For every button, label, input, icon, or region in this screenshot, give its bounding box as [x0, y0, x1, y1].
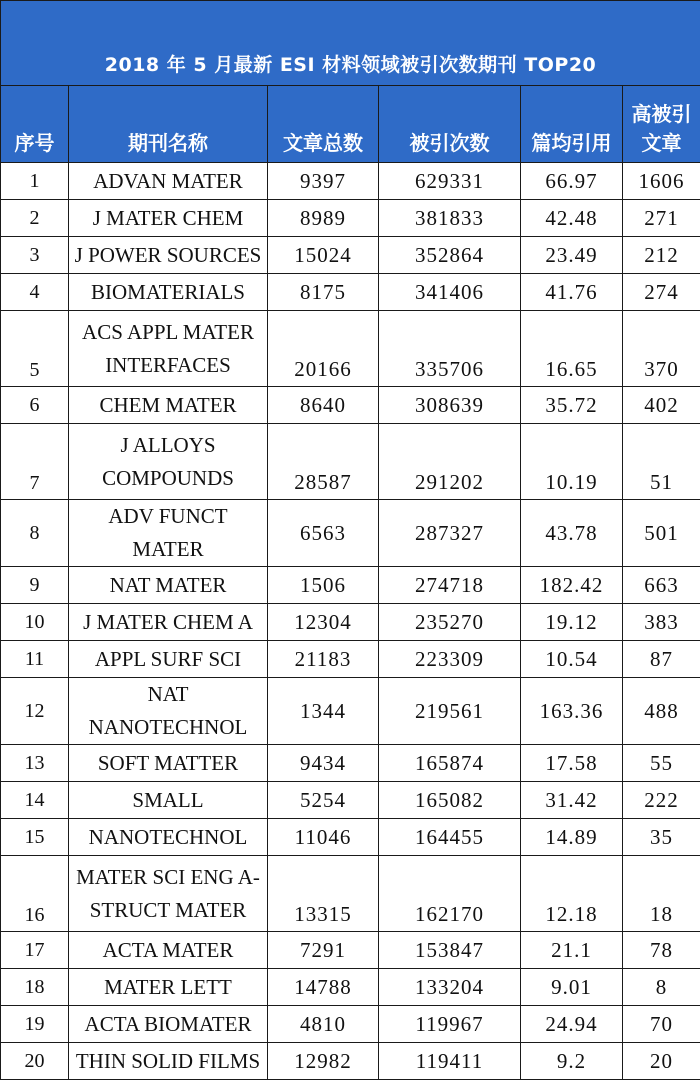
cell-journal: NAT NANOTECHNOL — [69, 678, 268, 745]
cell-highly-cited: 274 — [623, 274, 700, 311]
cell-highly-cited: 501 — [623, 500, 700, 567]
cell-total-articles: 8989 — [268, 200, 379, 237]
cell-journal: ACTA BIOMATER — [69, 1006, 268, 1043]
cell-citations: 335706 — [379, 311, 521, 387]
cell-total-articles: 4810 — [268, 1006, 379, 1043]
cell-total-articles: 9434 — [268, 745, 379, 782]
cell-journal: CHEM MATER — [69, 387, 268, 424]
cell-rank: 10 — [1, 604, 69, 641]
table-row — [1, 641, 700, 678]
table-row — [1, 200, 700, 237]
table-row — [1, 311, 700, 387]
cell-journal: SOFT MATTER — [69, 745, 268, 782]
table-row — [1, 604, 700, 641]
header-highly-cited-line2: 文章 — [623, 129, 700, 158]
cell-citations: 219561 — [379, 678, 521, 745]
cell-rank: 18 — [1, 969, 69, 1006]
cell-journal: J ALLOYS COMPOUNDS — [69, 424, 268, 500]
cell-highly-cited: 78 — [623, 932, 700, 969]
cell-rank: 16 — [1, 856, 69, 932]
cell-journal: MATER SCI ENG A-STRUCT MATER — [69, 856, 268, 932]
cell-total-articles: 14788 — [268, 969, 379, 1006]
cell-total-articles: 9397 — [268, 163, 379, 200]
cell-citations: 119967 — [379, 1006, 521, 1043]
cell-avg-citations: 12.18 — [521, 856, 623, 932]
cell-journal: J MATER CHEM — [69, 200, 268, 237]
cell-rank: 13 — [1, 745, 69, 782]
cell-total-articles: 8640 — [268, 387, 379, 424]
cell-journal: ACS APPL MATER INTERFACES — [69, 311, 268, 387]
table-row — [1, 745, 700, 782]
cell-avg-citations: 24.94 — [521, 1006, 623, 1043]
cell-avg-citations: 35.72 — [521, 387, 623, 424]
cell-rank: 19 — [1, 1006, 69, 1043]
cell-rank: 8 — [1, 500, 69, 567]
cell-total-articles: 6563 — [268, 500, 379, 567]
cell-avg-citations: 9.2 — [521, 1043, 623, 1080]
cell-avg-citations: 14.89 — [521, 819, 623, 856]
cell-highly-cited: 271 — [623, 200, 700, 237]
cell-citations: 308639 — [379, 387, 521, 424]
cell-citations: 291202 — [379, 424, 521, 500]
cell-highly-cited: 402 — [623, 387, 700, 424]
header-rank: 序号 — [1, 86, 69, 163]
header-journal: 期刊名称 — [69, 86, 268, 163]
cell-avg-citations: 10.19 — [521, 424, 623, 500]
cell-rank: 11 — [1, 641, 69, 678]
cell-highly-cited: 488 — [623, 678, 700, 745]
cell-journal: THIN SOLID FILMS — [69, 1043, 268, 1080]
cell-total-articles: 15024 — [268, 237, 379, 274]
cell-avg-citations: 17.58 — [521, 745, 623, 782]
cell-journal: SMALL — [69, 782, 268, 819]
cell-citations: 352864 — [379, 237, 521, 274]
cell-rank: 9 — [1, 567, 69, 604]
cell-citations: 235270 — [379, 604, 521, 641]
cell-highly-cited: 383 — [623, 604, 700, 641]
cell-total-articles: 13315 — [268, 856, 379, 932]
cell-citations: 153847 — [379, 932, 521, 969]
table-row — [1, 1006, 700, 1043]
cell-journal: J POWER SOURCES — [69, 237, 268, 274]
cell-avg-citations: 19.12 — [521, 604, 623, 641]
cell-rank: 12 — [1, 678, 69, 745]
cell-avg-citations: 9.01 — [521, 969, 623, 1006]
cell-citations: 133204 — [379, 969, 521, 1006]
table-title-row — [1, 1, 700, 86]
cell-total-articles: 11046 — [268, 819, 379, 856]
cell-avg-citations: 23.49 — [521, 237, 623, 274]
cell-citations: 341406 — [379, 274, 521, 311]
cell-highly-cited: 51 — [623, 424, 700, 500]
cell-avg-citations: 31.42 — [521, 782, 623, 819]
cell-highly-cited: 18 — [623, 856, 700, 932]
cell-citations: 164455 — [379, 819, 521, 856]
cell-avg-citations: 16.65 — [521, 311, 623, 387]
table-row — [1, 819, 700, 856]
header-highly-cited-line1: 高被引 — [623, 100, 700, 129]
table-row — [1, 567, 700, 604]
cell-rank: 2 — [1, 200, 69, 237]
table-row — [1, 782, 700, 819]
cell-highly-cited: 1606 — [623, 163, 700, 200]
cell-journal: MATER LETT — [69, 969, 268, 1006]
cell-highly-cited: 70 — [623, 1006, 700, 1043]
cell-avg-citations: 66.97 — [521, 163, 623, 200]
cell-rank: 20 — [1, 1043, 69, 1080]
cell-total-articles: 1506 — [268, 567, 379, 604]
cell-highly-cited: 370 — [623, 311, 700, 387]
cell-total-articles: 8175 — [268, 274, 379, 311]
cell-avg-citations: 21.1 — [521, 932, 623, 969]
cell-rank: 15 — [1, 819, 69, 856]
cell-avg-citations: 163.36 — [521, 678, 623, 745]
cell-rank: 4 — [1, 274, 69, 311]
cell-citations: 119411 — [379, 1043, 521, 1080]
cell-avg-citations: 10.54 — [521, 641, 623, 678]
cell-highly-cited: 8 — [623, 969, 700, 1006]
cell-citations: 381833 — [379, 200, 521, 237]
cell-highly-cited: 87 — [623, 641, 700, 678]
table-row — [1, 387, 700, 424]
cell-total-articles: 21183 — [268, 641, 379, 678]
cell-rank: 5 — [1, 311, 69, 387]
table-row — [1, 237, 700, 274]
cell-avg-citations: 41.76 — [521, 274, 623, 311]
table-title: 2018 年 5 月最新 ESI 材料领域被引次数期刊 TOP20 — [1, 1, 700, 86]
cell-citations: 165082 — [379, 782, 521, 819]
cell-highly-cited: 212 — [623, 237, 700, 274]
cell-avg-citations: 42.48 — [521, 200, 623, 237]
cell-total-articles: 5254 — [268, 782, 379, 819]
table-header-row — [1, 86, 700, 163]
cell-journal: ADVAN MATER — [69, 163, 268, 200]
table-row — [1, 932, 700, 969]
cell-rank: 1 — [1, 163, 69, 200]
header-citations: 被引次数 — [379, 86, 521, 163]
cell-total-articles: 12304 — [268, 604, 379, 641]
table-row — [1, 1043, 700, 1080]
cell-rank: 3 — [1, 237, 69, 274]
cell-citations: 629331 — [379, 163, 521, 200]
cell-citations: 223309 — [379, 641, 521, 678]
table-row — [1, 969, 700, 1006]
cell-rank: 7 — [1, 424, 69, 500]
cell-citations: 162170 — [379, 856, 521, 932]
cell-rank: 17 — [1, 932, 69, 969]
cell-highly-cited: 663 — [623, 567, 700, 604]
cell-journal: NAT MATER — [69, 567, 268, 604]
cell-highly-cited: 35 — [623, 819, 700, 856]
header-avg-citations: 篇均引用 — [521, 86, 623, 163]
table-row — [1, 274, 700, 311]
table-row — [1, 163, 700, 200]
cell-total-articles: 28587 — [268, 424, 379, 500]
table-row — [1, 856, 700, 932]
cell-avg-citations: 43.78 — [521, 500, 623, 567]
cell-citations: 287327 — [379, 500, 521, 567]
cell-total-articles: 20166 — [268, 311, 379, 387]
cell-journal: ACTA MATER — [69, 932, 268, 969]
table-row — [1, 678, 700, 745]
cell-total-articles: 12982 — [268, 1043, 379, 1080]
cell-highly-cited: 55 — [623, 745, 700, 782]
cell-journal: ADV FUNCT MATER — [69, 500, 268, 567]
cell-rank: 6 — [1, 387, 69, 424]
cell-total-articles: 7291 — [268, 932, 379, 969]
cell-journal: APPL SURF SCI — [69, 641, 268, 678]
cell-journal: J MATER CHEM A — [69, 604, 268, 641]
header-total-articles: 文章总数 — [268, 86, 379, 163]
cell-journal: BIOMATERIALS — [69, 274, 268, 311]
cell-highly-cited: 20 — [623, 1043, 700, 1080]
cell-total-articles: 1344 — [268, 678, 379, 745]
cell-citations: 165874 — [379, 745, 521, 782]
cell-journal: NANOTECHNOL — [69, 819, 268, 856]
table-row — [1, 500, 700, 567]
header-highly-cited — [623, 86, 700, 163]
cell-rank: 14 — [1, 782, 69, 819]
cell-avg-citations: 182.42 — [521, 567, 623, 604]
cell-highly-cited: 222 — [623, 782, 700, 819]
cell-citations: 274718 — [379, 567, 521, 604]
table-row — [1, 424, 700, 500]
